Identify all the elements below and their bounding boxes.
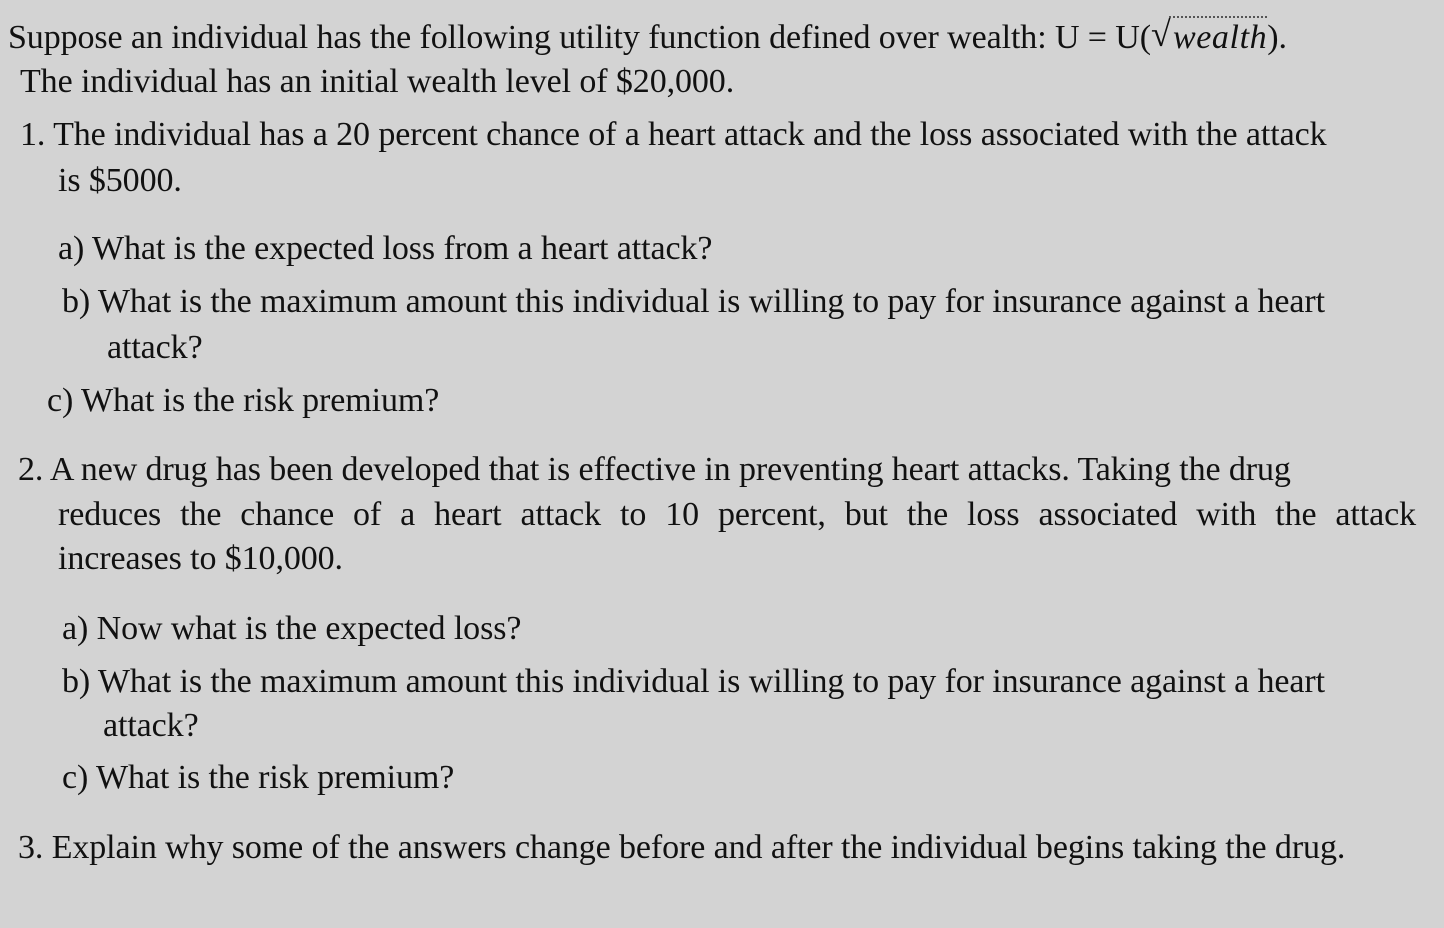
q1-b-line-1: b) What is the maximum amount this individual is willing to pay for insurance against a heart — [62, 283, 1325, 320]
q1-b-line-2: attack? — [107, 329, 203, 366]
q3-line-1: 3. Explain why some of the answers change before and after the individual begins taking the drug. — [18, 829, 1346, 866]
q1-line-2: is $5000. — [58, 162, 182, 199]
intro-line-1-suffix: ). — [1267, 19, 1287, 56]
q1-c: c) What is the risk premium? — [47, 382, 440, 419]
q2-line-3: increases to $10,000. — [58, 540, 343, 577]
intro-line-1-prefix: Suppose an individual has the following utility function defined over wealth: U = U( — [8, 19, 1151, 56]
q1-line-1: 1. The individual has a 20 percent chance of a heart attack and the loss associated with the attack — [20, 116, 1327, 153]
radical-sign: √ — [1150, 14, 1171, 54]
intro-line-2: The individual has an initial wealth level of $20,000. — [20, 63, 735, 100]
q2-line-2: reduces the chance of a heart attack to 10 percent, but the loss associated with the attack — [58, 496, 1416, 533]
formula-variable: wealth — [1172, 19, 1268, 56]
q1-a: a) What is the expected loss from a heart attack? — [58, 230, 713, 267]
q2-b-line-1: b) What is the maximum amount this individual is willing to pay for insurance against a heart — [62, 663, 1325, 700]
q2-line-1: 2. A new drug has been developed that is effective in preventing heart attacks. Taking the drug — [18, 451, 1291, 488]
q2-c: c) What is the risk premium? — [62, 759, 455, 796]
q2-a: a) Now what is the expected loss? — [62, 610, 522, 647]
intro-line-1 — [8, 14, 1287, 58]
q2-b-line-2: attack? — [103, 707, 199, 744]
radical-bar — [1169, 16, 1267, 18]
sqrt-symbol — [1150, 14, 1268, 58]
